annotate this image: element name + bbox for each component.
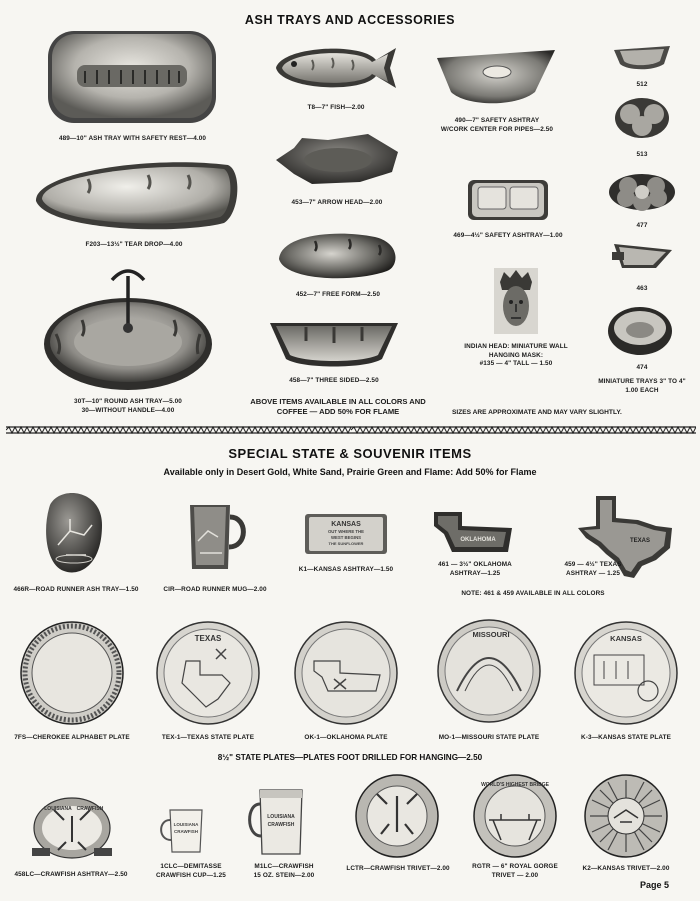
section-divider: [6, 425, 696, 435]
mini-tray-512-image: [612, 42, 672, 72]
kansas-tray-embossed-1: KANSAS: [331, 521, 361, 528]
cup-embossed-1: LOUISIANA: [173, 822, 199, 827]
caption-texas-plate: TEX-1—TEXAS STATE PLATE: [161, 734, 255, 741]
caption-f203: F203—13½" TEAR DROP—4.00: [85, 241, 183, 248]
caption-t8: T8—7" FISH—2.00: [307, 104, 365, 111]
caption-indian-head: [450, 343, 582, 369]
caption-texas-line1: 459 — 4½" TEXAS: [564, 561, 622, 568]
caption-crawfish-ashtray: 458LC—CRAWFISH ASHTRAY—2.50: [14, 871, 128, 878]
caption-512: 512: [636, 81, 648, 88]
demitasse-cup-image: [160, 806, 216, 856]
caption-463: 463: [636, 285, 648, 292]
caption-kansas-trivet: K2—KANSAS TRIVET—2.00: [582, 865, 670, 872]
caption-indian-line1: INDIAN HEAD: MINIATURE WALL: [464, 343, 568, 350]
caption-demitasse-cup: [136, 863, 246, 880]
stein-embossed-2: CRAWFISH: [267, 822, 295, 828]
safety-ashtray-469-image: [466, 176, 550, 224]
caption-oklahoma-plate: OK-1—OKLAHOMA PLATE: [304, 734, 388, 741]
caption-crawfish-stein: [236, 863, 332, 880]
caption-469: 469—4½" SAFETY ASHTRAY—1.00: [453, 232, 563, 239]
caption-cherokee-plate: 7FS—CHEROKEE ALPHABET PLATE: [14, 734, 130, 741]
roadrunner-mug-image: [186, 501, 250, 573]
texas-plate-image: [156, 621, 260, 725]
caption-490-line1: 490—7" SAFETY ASHTRAY: [454, 117, 540, 124]
caption-30t-line1: 30T—10" ROUND ASH TRAY—5.00: [74, 398, 182, 405]
above-items-line2: COFFEE — ADD 50% FOR FLAME: [276, 407, 400, 416]
mini-tray-463-image: [610, 240, 676, 272]
three-sided-458-image: [266, 313, 402, 369]
cup-embossed-2: CRAWFISH: [174, 829, 198, 834]
caption-453: 453—7" ARROW HEAD—2.00: [291, 199, 383, 206]
caption-mini-line2: 1.00 EACH: [625, 386, 659, 394]
caption-rgtr-line1: RGTR — 6" ROYAL GORGE: [472, 863, 558, 870]
caption-roadrunner-mug: CIR—ROAD RUNNER MUG—2.00: [163, 586, 267, 593]
state-plates-note: 8½" STATE PLATES—PLATES FOOT DRILLED FOR HANGING—2.50: [217, 753, 483, 762]
caption-roadrunner-tray: 466R—ROAD RUNNER ASH TRAY—1.50: [13, 586, 139, 593]
section-subtitle-souvenir: Available only in Desert Gold, White Sand, Prairie Green and Flame: Add 50% for Flame: [163, 467, 537, 477]
mini-tray-474-image: [607, 306, 673, 356]
caption-490-line2: W/CORK CENTER FOR PIPES—2.50: [440, 125, 554, 133]
note-461-459: NOTE: 461 & 459 AVAILABLE IN ALL COLORS: [461, 590, 605, 597]
kansas-trivet-image: [584, 774, 668, 858]
caption-cup-line1: 1CLC—DEMITASSE: [160, 863, 222, 870]
crawfish-ashtray-image: [30, 792, 114, 862]
sizes-note: SIZES ARE APPROXIMATE AND MAY VARY SLIGHTLY.: [452, 409, 622, 416]
caption-kansas-ashtray: K1—KANSAS ASHTRAY—1.50: [298, 566, 394, 573]
crawfish-tray-embossed-1: LOUISIANA: [44, 806, 72, 812]
indian-head-mask-image: [494, 268, 538, 334]
missouri-plate-embossed: MISSOURI: [472, 630, 510, 639]
caption-30t: [42, 398, 214, 415]
kansas-plate-image: [574, 621, 678, 725]
caption-477: 477: [636, 222, 648, 229]
above-items-line1: ABOVE ITEMS AVAILABLE IN ALL COLORS AND: [250, 397, 426, 406]
caption-mini-line1: MINIATURE TRAYS 3" TO 4": [598, 378, 686, 385]
caption-474: 474: [636, 364, 648, 371]
oklahoma-plate-image: [294, 621, 398, 725]
caption-okla-line2: ASHTRAY—1.25: [449, 569, 501, 577]
caption-stein-line1: M1LC—CRAWFISH: [254, 863, 314, 870]
kansas-tray-embossed-3: WEST BEGINS: [330, 535, 362, 540]
section-title-ash-trays: ASH TRAYS AND ACCESSORIES: [244, 13, 456, 27]
caption-stein-line2: 15 OZ. STEIN—2.00: [253, 871, 315, 879]
caption-texas-line2: ASHTRAY — 1.25: [566, 569, 620, 577]
crawfish-trivet-image: [355, 774, 439, 858]
caption-489: 489—10" ASH TRAY WITH SAFETY REST—4.00: [58, 135, 207, 142]
caption-royal-gorge-trivet: [460, 863, 570, 880]
royal-gorge-embossed: WORLD'S HIGHEST BRIDGE: [481, 782, 549, 788]
cherokee-plate-image: [20, 621, 124, 725]
royal-gorge-trivet-image: [473, 774, 557, 858]
caption-kansas-plate: K-3—KANSAS STATE PLATE: [581, 734, 671, 741]
arrowhead-453-image: [272, 130, 402, 188]
caption-oklahoma-ashtray: [430, 561, 520, 578]
caption-458: 458—7" THREE SIDED—2.50: [289, 377, 379, 384]
caption-miniature-trays: [590, 378, 694, 395]
caption-rgtr-line2: TRIVET — 2.00: [491, 871, 539, 879]
fish-ashtray-t8-image: [272, 40, 400, 96]
kansas-plate-embossed: KANSAS: [610, 634, 642, 643]
caption-30t-line2: 30—WITHOUT HANDLE—4.00: [81, 406, 175, 414]
stein-embossed-1: LOUISIANA: [267, 814, 295, 820]
caption-missouri-plate: MO-1—MISSOURI STATE PLATE: [438, 734, 540, 741]
kansas-tray-embossed-4: THE SUNFLOWER: [328, 541, 364, 546]
okla-tray-embossed: OKLAHOMA: [460, 537, 496, 543]
crawfish-stein-image: [246, 784, 318, 858]
kansas-tray-embossed-2: OUT WHERE THE: [327, 529, 365, 534]
teardrop-f203-image: [28, 153, 240, 233]
roadrunner-ashtray-image: [40, 485, 106, 577]
caption-crawfish-trivet: LCTR—CRAWFISH TRIVET—2.00: [346, 865, 450, 872]
caption-texas-ashtray: [548, 561, 638, 578]
caption-513: 513: [636, 151, 648, 158]
caption-okla-line1: 461 — 3½" OKLAHOMA: [438, 561, 512, 568]
freeform-452-image: [275, 227, 401, 283]
above-items-note: [238, 397, 438, 417]
page-number: Page 5: [640, 880, 670, 890]
ashtray-489-image: [45, 27, 220, 127]
missouri-plate-image: [437, 619, 541, 723]
caption-452: 452—7" FREE FORM—2.50: [296, 291, 380, 298]
caption-490: [430, 117, 564, 134]
crawfish-tray-embossed-2: CRAWFISH: [76, 806, 104, 812]
caption-indian-line3: #135 — 4" TALL — 1.50: [479, 360, 553, 367]
round-ashtray-30t-image: [42, 262, 214, 394]
kansas-ashtray-image: [303, 512, 389, 556]
texas-plate-embossed: TEXAS: [194, 634, 222, 643]
mini-tray-513-image: [614, 96, 670, 140]
mini-tray-477-image: [608, 172, 676, 212]
caption-cup-line2: CRAWFISH CUP—1.25: [156, 871, 226, 879]
caption-indian-line2: HANGING MASK:: [488, 351, 544, 359]
section-title-souvenir: SPECIAL STATE & SOUVENIR ITEMS: [228, 446, 472, 461]
safety-ashtray-490-image: [435, 44, 559, 108]
oklahoma-ashtray-image: [432, 508, 514, 554]
texas-tray-embossed: TEXAS: [629, 538, 651, 544]
